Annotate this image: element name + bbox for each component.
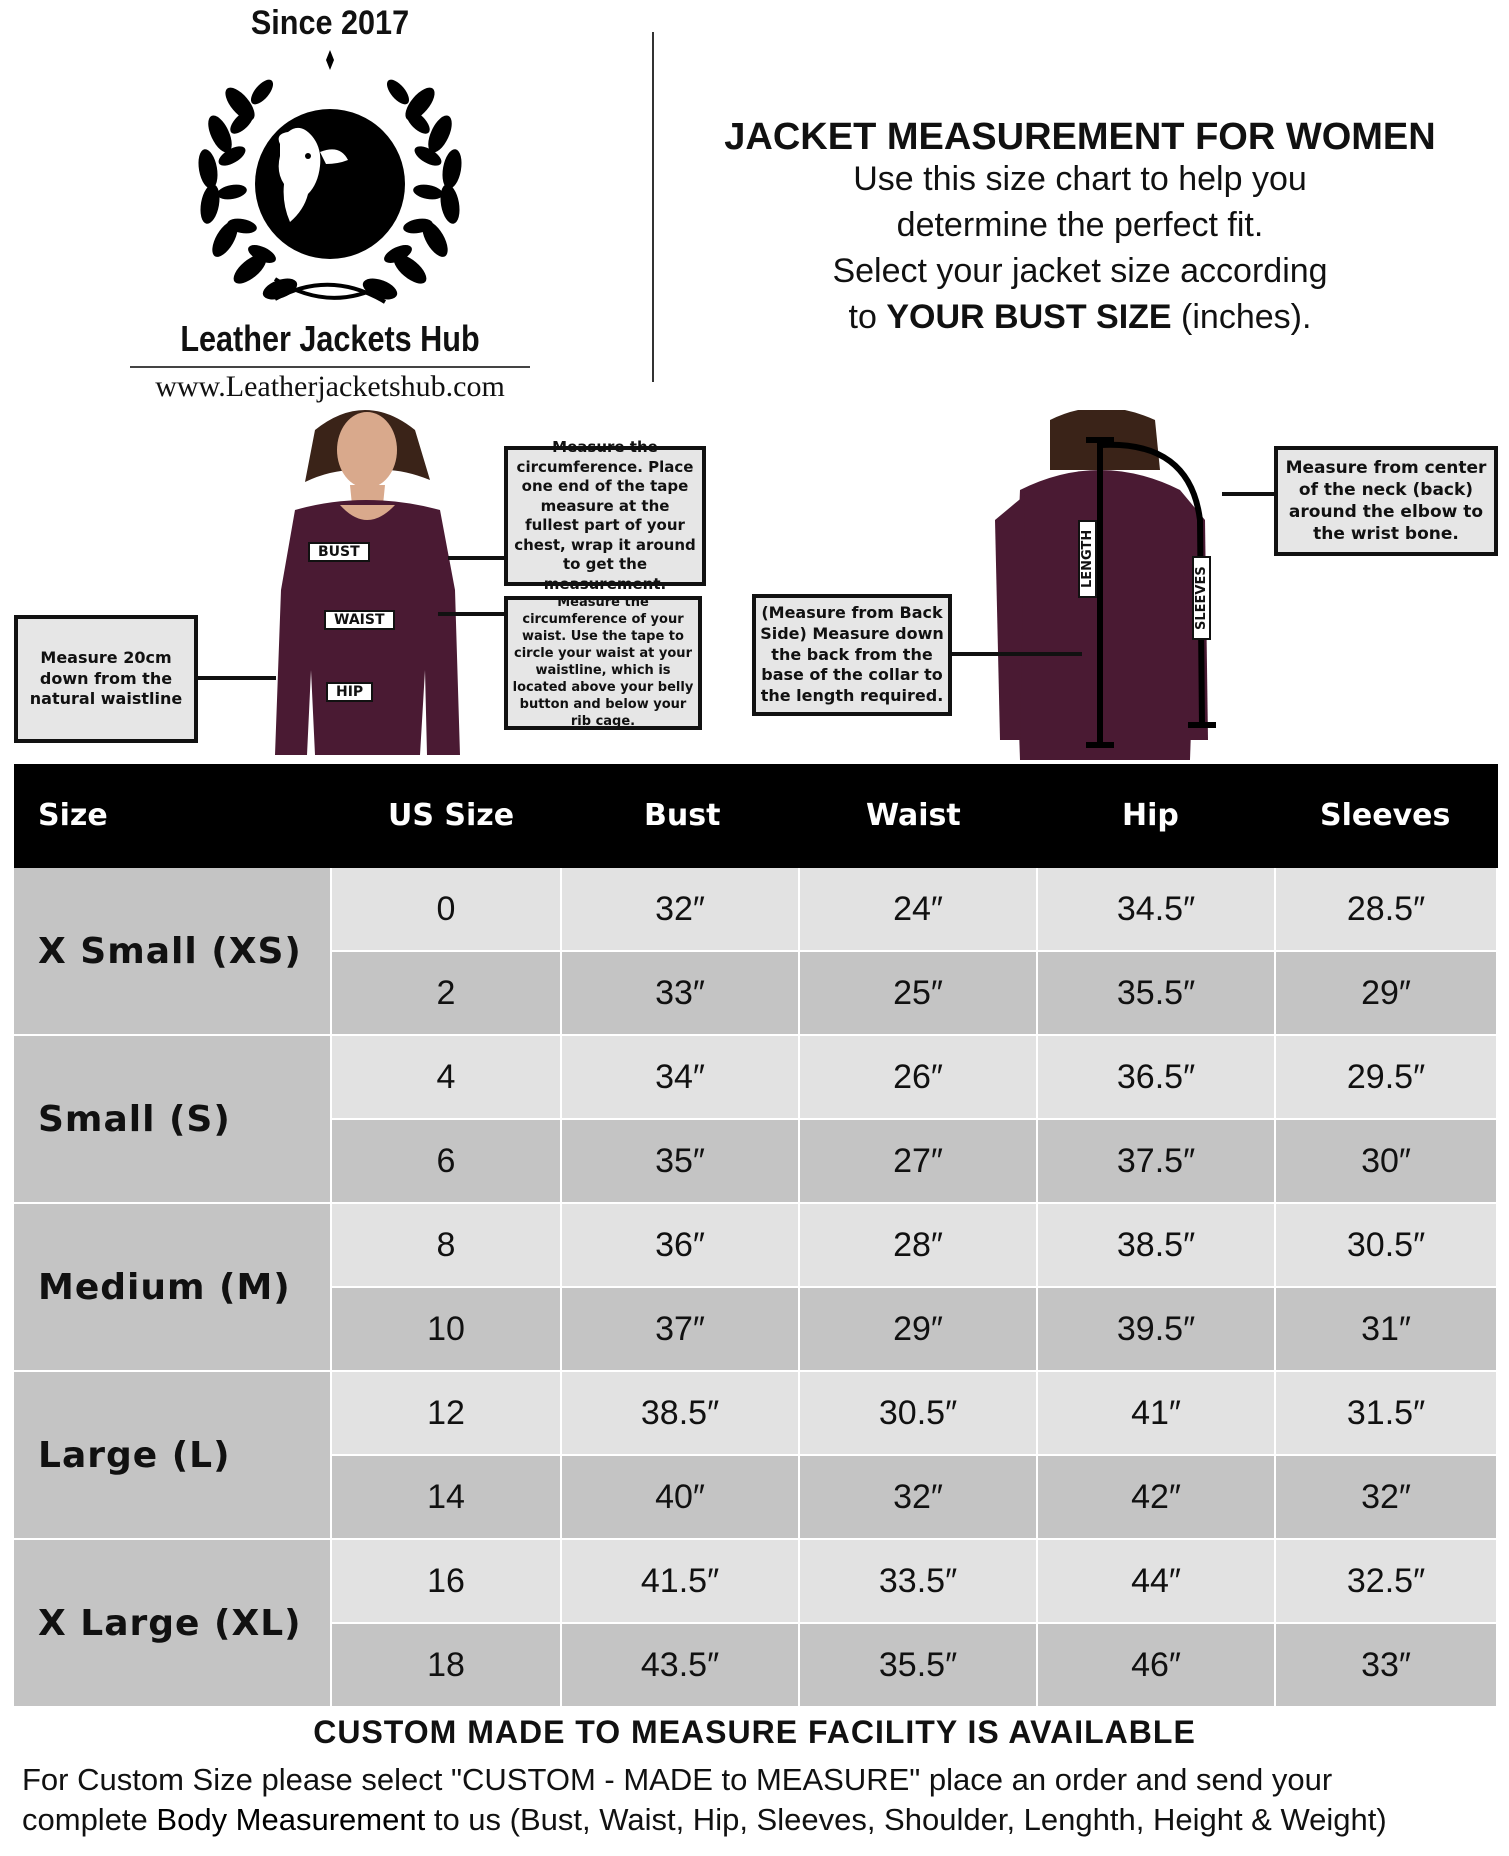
table-cell: 31″ [1276, 1288, 1498, 1372]
table-cell: 34″ [562, 1036, 800, 1120]
custom-heading: CUSTOM MADE TO MEASURE FACILITY IS AVAILABLE [313, 1714, 1196, 1750]
size-label-cell: Large (L) [14, 1372, 332, 1540]
table-cell: 2 [332, 952, 562, 1036]
table-cell: 0 [332, 868, 562, 952]
table-cell: 10 [332, 1288, 562, 1372]
intro-prefix: to [848, 298, 887, 336]
table-cell: 35″ [562, 1120, 800, 1204]
table-cell: 36.5″ [1038, 1036, 1276, 1120]
custom-line-2-suffix: to us (Bust, Waist, Hip, Sleeves, Shoulder, Lenghth, Height & Weight) [425, 1802, 1387, 1837]
table-cell: 36″ [562, 1204, 800, 1288]
table-cell: 38.5″ [562, 1372, 800, 1456]
header-us-size: US Size [388, 798, 515, 833]
bust-instructions: Measure the circumference. Place one end of the tape measure at the fullest part of your chest, wrap it around to get the measurement. [504, 446, 706, 586]
table-cell: 6 [332, 1120, 562, 1204]
site-url[interactable]: www.Leatherjacketshub.com [155, 370, 505, 403]
waist-leader [438, 612, 508, 616]
intro-suffix: (inches). [1171, 298, 1312, 336]
bust-leader [448, 556, 508, 560]
table-cell: 32.5″ [1276, 1540, 1498, 1624]
size-label-cell: Medium (M) [14, 1204, 332, 1372]
table-cell: 44″ [1038, 1540, 1276, 1624]
table-cell: 46″ [1038, 1624, 1276, 1708]
table-cell: 33″ [1276, 1624, 1498, 1708]
table-cell: 32″ [562, 868, 800, 952]
table-cell: 40″ [562, 1456, 800, 1540]
table-cell: 27″ [800, 1120, 1038, 1204]
sheep-wreath-emblem [180, 44, 480, 314]
table-cell: 29.5″ [1276, 1036, 1498, 1120]
table-cell: 12 [332, 1372, 562, 1456]
front-model-figure [255, 410, 485, 760]
header-size: Size [38, 798, 108, 833]
table-cell: 32″ [1276, 1456, 1498, 1540]
waist-tag: WAIST [324, 610, 395, 630]
length-tag: LENGTH [1078, 520, 1097, 598]
size-label-cell: Small (S) [14, 1036, 332, 1204]
custom-line-2-emphasis: Body Measurement [156, 1802, 426, 1837]
sleeves-instructions: Measure from center of the neck (back) around the elbow to the wrist bone. [1274, 446, 1498, 556]
sleeves-leader [1222, 492, 1278, 496]
table-cell: 31.5″ [1276, 1372, 1498, 1456]
size-label-cell: X Large (XL) [14, 1540, 332, 1708]
measurement-figures [0, 410, 1509, 760]
header-divider [652, 32, 654, 382]
intro-line-2: determine the perfect fit. [896, 206, 1264, 244]
table-cell: 42″ [1038, 1456, 1276, 1540]
header-hip: Hip [1122, 798, 1179, 833]
table-cell: 41.5″ [562, 1540, 800, 1624]
length-instructions: (Measure from Back Side) Measure down the back from the base of the collar to the length required. [752, 594, 952, 716]
table-cell: 30″ [1276, 1120, 1498, 1204]
table-cell: 30.5″ [800, 1372, 1038, 1456]
table-cell: 41″ [1038, 1372, 1276, 1456]
table-cell: 43.5″ [562, 1624, 800, 1708]
table-cell: 34.5″ [1038, 868, 1276, 952]
table-cell: 30.5″ [1276, 1204, 1498, 1288]
table-cell: 28″ [800, 1204, 1038, 1288]
header-bust: Bust [644, 798, 721, 833]
table-cell: 18 [332, 1624, 562, 1708]
logo-divider [130, 366, 530, 368]
table-cell: 32″ [800, 1456, 1038, 1540]
hip-tag: HIP [326, 682, 373, 702]
intro-line-4 [700, 298, 1460, 337]
table-cell: 28.5″ [1276, 868, 1498, 952]
table-cell: 29″ [800, 1288, 1038, 1372]
intro-line-3: Select your jacket size according [832, 252, 1328, 290]
brand-name: Leather Jackets Hub [180, 318, 480, 359]
table-cell: 33.5″ [800, 1540, 1038, 1624]
intro-line-1: Use this size chart to help you [853, 160, 1307, 198]
brand-logo [120, 0, 540, 410]
custom-line-1: For Custom Size please select "CUSTOM - MADE to MEASURE" place an order and send your [22, 1762, 1333, 1797]
table-cell: 26″ [800, 1036, 1038, 1120]
length-leader [950, 652, 1082, 656]
table-cell: 33″ [562, 952, 800, 1036]
table-cell: 24″ [800, 868, 1038, 952]
table-cell: 39.5″ [1038, 1288, 1276, 1372]
table-cell: 25″ [800, 952, 1038, 1036]
header-sleeves: Sleeves [1320, 798, 1451, 833]
table-cell: 29″ [1276, 952, 1498, 1036]
table-cell: 8 [332, 1204, 562, 1288]
waist-instructions: Measure the circumference of your waist. Use the tape to circle your waist at your waistline, which is located above your belly button and below your rib cage. [504, 596, 702, 730]
bust-size-emphasis: YOUR BUST SIZE [886, 298, 1172, 336]
table-cell: 4 [332, 1036, 562, 1120]
hip-instructions: Measure 20cm down from the natural waistline [14, 615, 198, 743]
table-cell: 14 [332, 1456, 562, 1540]
size-label-cell: X Small (XS) [14, 868, 332, 1036]
page-title: JACKET MEASUREMENT FOR WOMEN [724, 116, 1436, 158]
since-label: Since 2017 [250, 4, 410, 42]
table-header [14, 764, 1498, 868]
hip-leader [196, 676, 276, 680]
table-cell: 37.5″ [1038, 1120, 1276, 1204]
custom-line-2 [22, 1802, 1502, 1838]
table-cell: 35.5″ [800, 1624, 1038, 1708]
bust-tag: BUST [308, 542, 370, 562]
table-cell: 16 [332, 1540, 562, 1624]
table-cell: 38.5″ [1038, 1204, 1276, 1288]
table-cell: 37″ [562, 1288, 800, 1372]
header-waist: Waist [866, 798, 961, 833]
custom-line-2-prefix: complete [22, 1802, 157, 1837]
sleeves-tag: SLEEVES [1192, 556, 1211, 640]
table-cell: 35.5″ [1038, 952, 1276, 1036]
